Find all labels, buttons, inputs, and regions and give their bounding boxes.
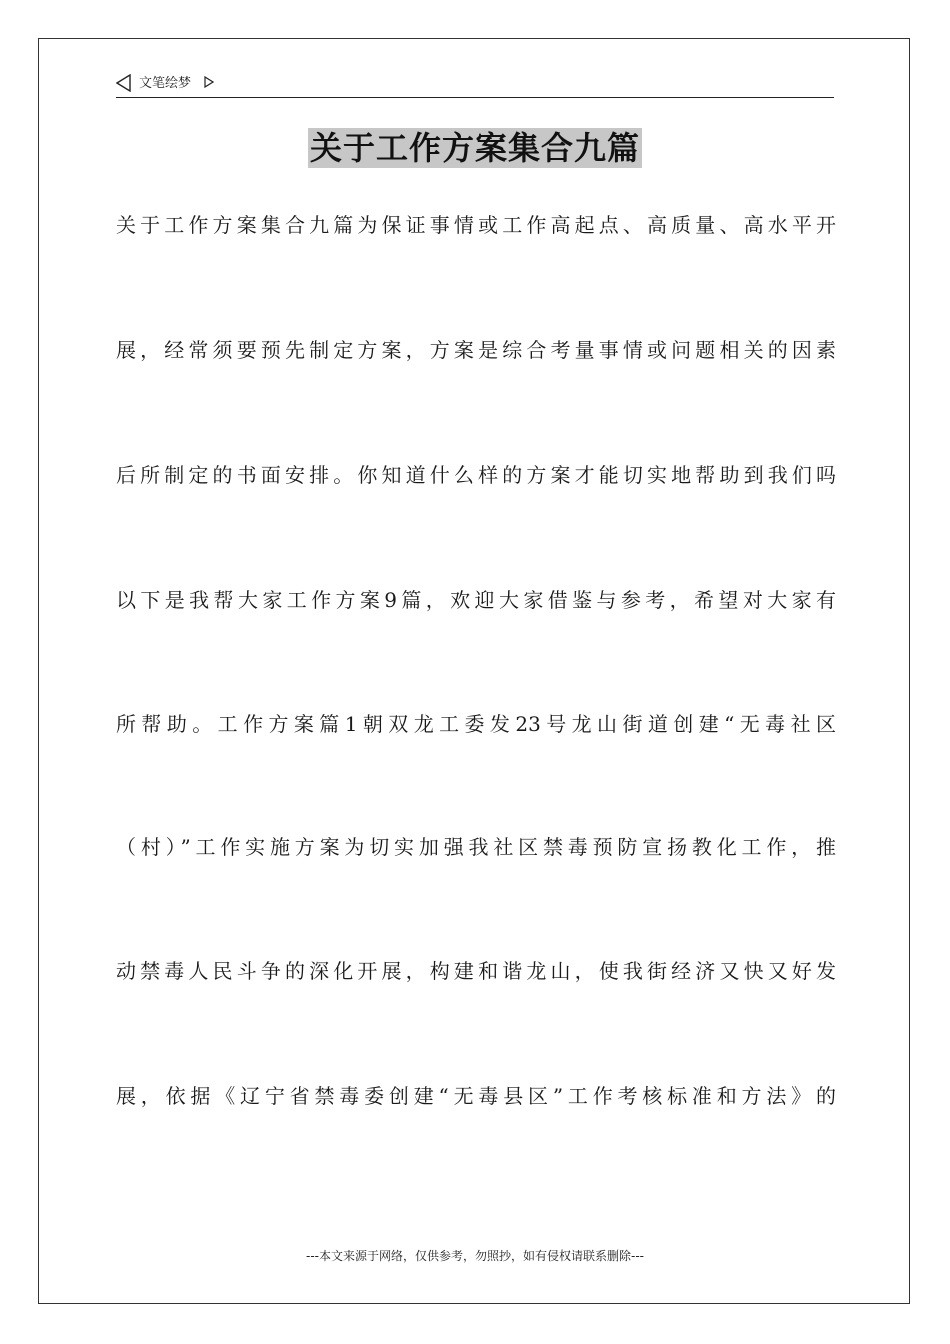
body-line-1: 关于工作方案集合九篇为保证事情或工作高起点、高质量、高水平开 [116, 213, 836, 237]
left-triangle-icon [116, 74, 132, 92]
footer-disclaimer: ---本文来源于网络，仅供参考，勿照抄，如有侵权请联系删除--- [306, 1249, 644, 1263]
page-header [116, 72, 834, 98]
document-title: 关于工作方案集合九篇 [309, 129, 640, 167]
body-line-7: 动禁毒人民斗争的深化开展，构建和谐龙山，使我街经济又快又好发 [116, 959, 836, 983]
body-line-2: 展，经常须要预先制定方案，方案是综合考量事情或问题相关的因素 [116, 338, 836, 362]
body-line-3: 后所制定的书面安排。你知道什么样的方案才能切实地帮助到我们吗 [116, 463, 836, 487]
body-line-6: （村）”工作实施方案为切实加强我社区禁毒预防宣扬教化工作，推 [116, 835, 836, 859]
body-line-5: 所帮助。工作方案篇1朝双龙工委发23号龙山街道创建“无毒社区 [116, 712, 836, 736]
right-triangle-icon [204, 76, 214, 88]
body-line-8: 展，依据《辽宁省禁毒委创建“无毒县区”工作考核标准和方法》的 [116, 1084, 836, 1108]
body-line-4: 以下是我帮大家工作方案9篇，欢迎大家借鉴与参考，希望对大家有 [116, 588, 836, 612]
title-container [0, 128, 950, 168]
header-brand-text: 文笔绘梦 [139, 76, 192, 91]
